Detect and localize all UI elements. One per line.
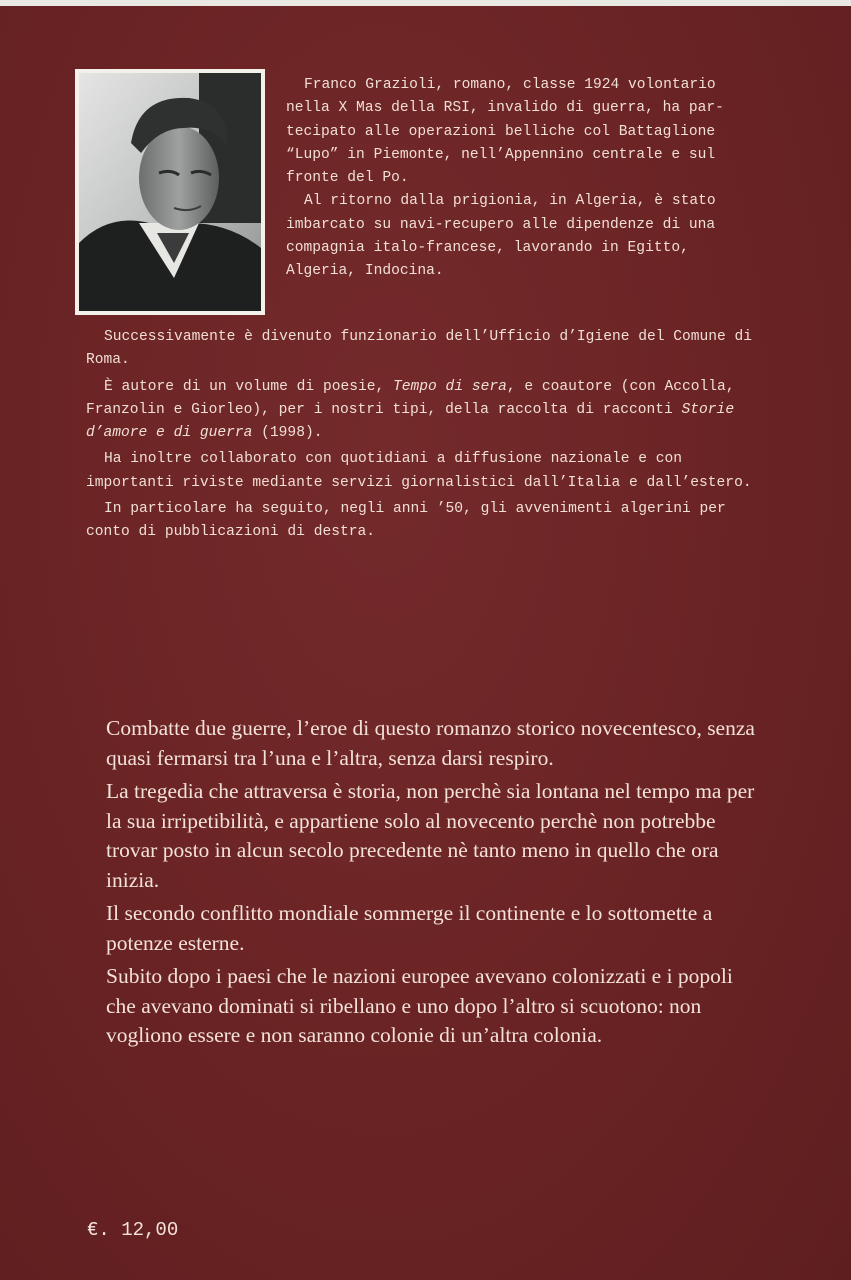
bio-line: tecipato alle operazioni belliche col Battaglione <box>286 123 716 140</box>
back-cover <box>0 6 851 1280</box>
bio-works-text-a: È autore di un volume di poesie, <box>104 378 394 395</box>
book-title-tempo-di-sera: Tempo di sera <box>393 378 507 395</box>
book-blurb <box>106 714 766 1055</box>
bio-paragraph-career: Successivamente è divenuto funzionario dell’Ufficio d’Igiene del Comune di Roma. <box>86 329 753 369</box>
bio-line: nella X Mas della RSI, invalido di guerra, ha par- <box>286 100 724 117</box>
author-portrait-image <box>79 73 261 311</box>
price-label: €. 12,00 <box>87 1219 179 1241</box>
bio-line: fronte del Po. <box>286 170 409 187</box>
bio-works-text-b: , e coautore (con Accolla, Franzolin e Giorleo), per i nostri tipi, della raccolta di racconti <box>86 378 735 418</box>
bio-paragraph-works <box>86 376 766 446</box>
bio-works-text-c: (1998). <box>252 425 323 442</box>
bio-line: Franco Grazioli, romano, classe 1924 volontario <box>304 77 716 93</box>
bio-line: Al ritorno dalla prigionia, in Algeria, è stato <box>304 193 716 210</box>
book-title-storie: Storie d’amore e di guerra <box>86 401 735 442</box>
blurb-paragraph: Combatte due guerre, l’eroe di questo romanzo storico novecentesco, senza quasi fermarsi tra l’una e l’altra, senza darsi respiro. <box>106 716 755 770</box>
blurb-paragraph: Subito dopo i paesi che le nazioni europee avevano colonizzati e i popoli che avevano dominati si ribellano e uno dopo l’altro si scuotono: non vogliono essere e non saranno colonie di un’altra colonia. <box>106 964 733 1047</box>
bio-paragraph-journalism: Ha inoltre collaborato con quotidiani a diffusione nazionale e con importanti riviste mediante servizi giornalistici dall’Italia e dall’estero. <box>86 451 752 491</box>
blurb-paragraph: La tregedia che attraversa è storia, non perchè sia lontana nel tempo ma per la sua irripetibilità, e appartiene solo al novecento perchè non potrebbe trovar posto in alcun secolo precedente nè tanto meno in quello che ora inizia. <box>106 779 755 892</box>
bio-line: compagnia italo-francese, lavorando in Egitto, <box>286 240 689 257</box>
author-bio-continued <box>86 326 766 545</box>
bio-line: Algeria, Indocina. <box>286 263 444 280</box>
blurb-paragraph: Il secondo conflitto mondiale sommerge il continente e lo sottomette a potenze esterne. <box>106 901 713 955</box>
author-bio-beside-photo <box>286 74 756 284</box>
bio-line: “Lupo” in Piemonte, nell’Appennino centrale e sul <box>286 146 716 163</box>
author-photo <box>75 69 265 315</box>
bio-paragraph-algeria: In particolare ha seguito, negli anni ’50, gli avvenimenti algerini per conto di pubblicazioni di destra. <box>86 501 726 541</box>
bio-line: imbarcato su navi-recupero alle dipendenze di una <box>286 216 716 233</box>
